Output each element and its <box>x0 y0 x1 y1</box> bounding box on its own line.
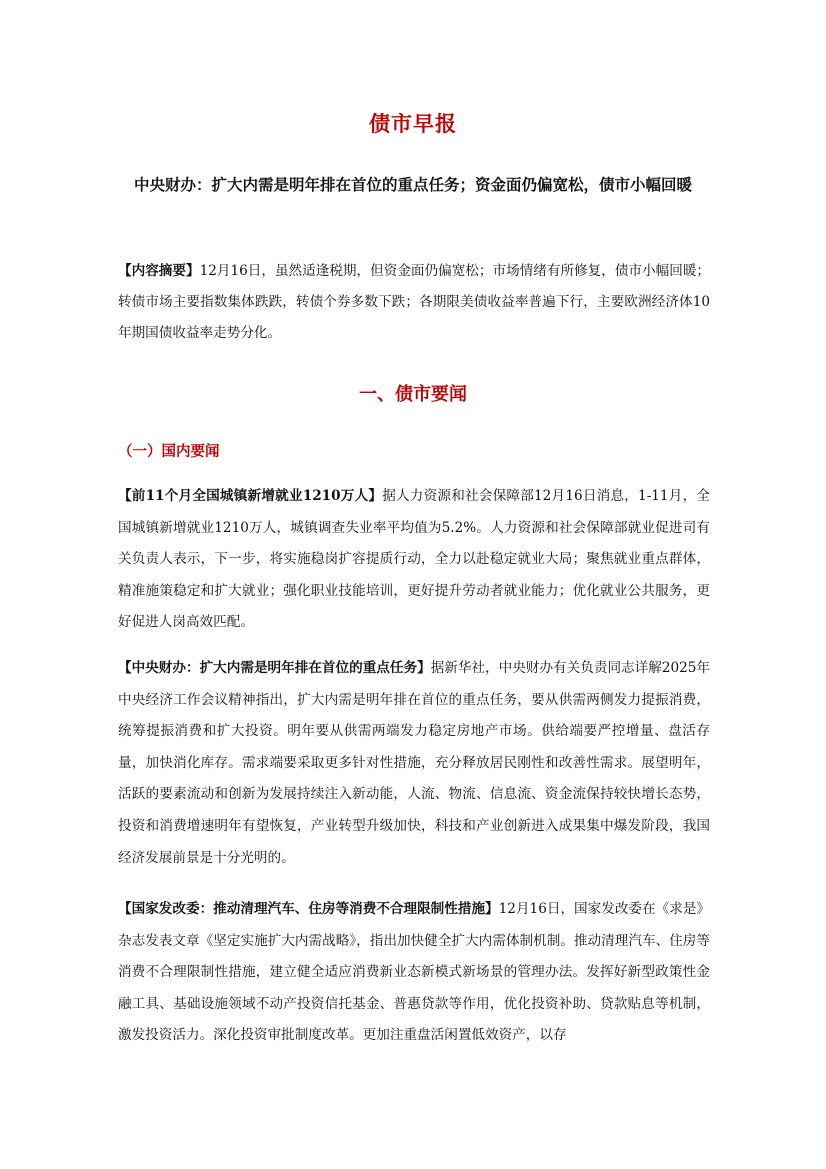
news-body: 据新华社，中央财办有关负责同志详解2025年中央经济工作会议精神指出，扩大内需是明年排在首位的重点任务，要从供需两侧发力提振消费，统筹提振消费和扩大投资。明年要从供需两端发力稳定房地产市场。供给端要严控增量、盘活存量，加快消化库存。需求端要采取更多针对性措施，充分释放居民刚性和改善性需求。展望明年，活跃的要素流动和创新为发展持续注入新动能，人流、物流、信息流、资金流保持较快增长态势，投资和消费增速明年有望恢复，产业转型升级加快，科技和产业创新进入成果集中爆发阶段，我国经济发展前景是十分光明的。 <box>118 660 711 866</box>
news-body: 12月16日，国家发改委在《求是》杂志发表文章《坚定实施扩大内需战略》，指出加快健全扩大内需体制机制。推动清理汽车、住房等消费不合理限制性措施，建立健全适应消费新业态新模式新场景的管理办法。发挥好新型政策性金融工具、基础设施领域不动产投资信托基金、普惠贷款等作用，优化投资补助、贷款贴息等机制，激发投资活力。深化投资审批制度改革。更加注重盘活闲置低效资产，以存 <box>118 901 710 1044</box>
report-subtitle: 中央财办：扩大内需是明年排在首位的重点任务；资金面仍偏宽松，债市小幅回暖 <box>133 175 692 194</box>
news-body: 据人力资源和社会保障部12月16日消息，1-11月，全国城镇新增就业1210万人，城镇调查失业率平均值为5.2%。人力资源和社会保障部就业促进司有关负责人表示，下一步，将实施稳岗扩容提质行动，全力以赴稳定就业大局；聚焦就业重点群体，精准施策稳定和扩大就业；强化职业技能培训，更好提升劳动者就业能力；优化就业公共服务，更好促进人岗高效匹配。 <box>118 488 710 631</box>
news-item <box>118 653 710 874</box>
report-title: 债市早报 <box>369 111 457 136</box>
abstract-paragraph <box>118 256 710 349</box>
news-headline: 【国家发改委：推动清理汽车、住房等消费不合理限制性措施】 <box>118 901 499 917</box>
news-headline: 【前11个月全国城镇新增就业1210万人】 <box>118 488 383 504</box>
news-item <box>118 894 710 1052</box>
abstract-text: 12月16日，虽然适逢税期，但资金面仍偏宽松；市场情绪有所修复，债市小幅回暖；转债市场主要指数集体跌跌，转债个券多数下跌；各期限美债收益率普遍下行，主要欧洲经济体10年期国债收益率走势分化。 <box>118 263 711 341</box>
section-heading: 一、债市要闻 <box>359 384 467 405</box>
news-headline: 【中央财办：扩大内需是明年排在首位的重点任务】 <box>118 660 431 676</box>
abstract-tag: 【内容摘要】 <box>118 263 200 279</box>
news-item <box>118 481 710 639</box>
subsection-heading: （一）国内要闻 <box>118 443 220 460</box>
